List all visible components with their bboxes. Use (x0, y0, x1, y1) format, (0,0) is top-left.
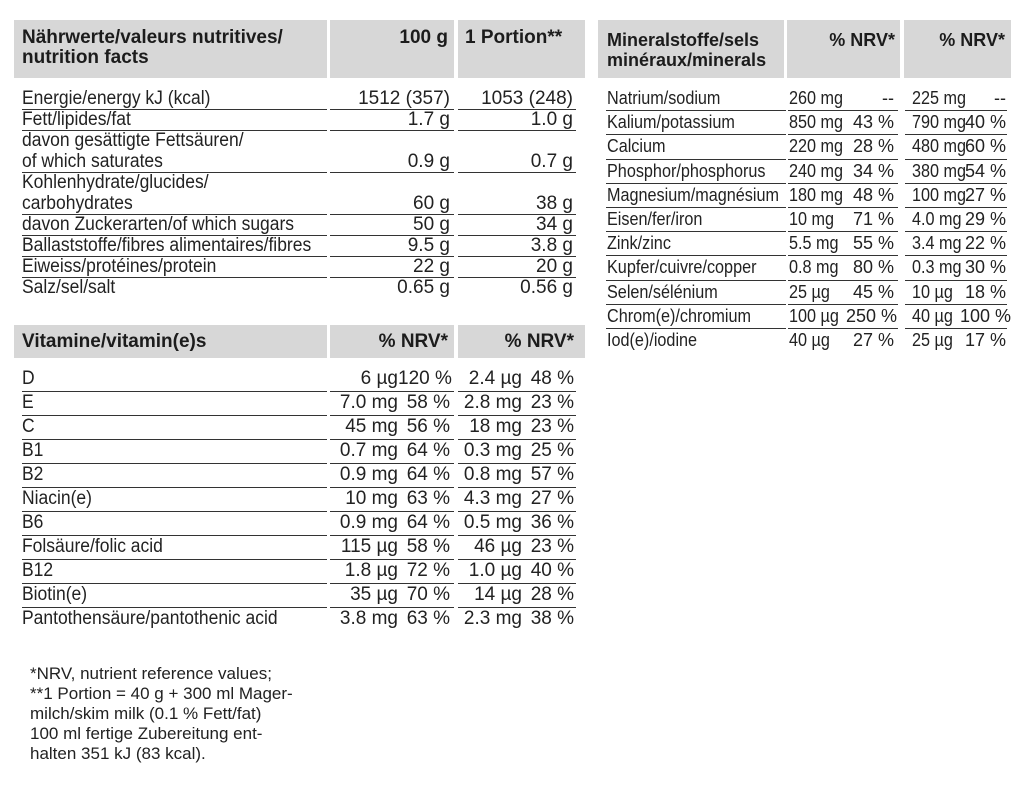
row-divider (22, 391, 327, 392)
vitamin-amount-100g: 0.9 mg (339, 464, 398, 485)
mineral-amount-100g: 850 mg (789, 112, 844, 133)
value-100g: 0.65 g (397, 277, 450, 298)
value-portion: 1.0 g (530, 109, 573, 130)
mineral-nrv-100g: 71 % (852, 209, 894, 229)
vitamin-column-header-2: % NRV* (504, 331, 574, 352)
mineral-name: Phosphor/phosphorus (607, 160, 766, 181)
vitamin-amount-100g: 1.8 µg (344, 560, 398, 581)
mineral-amount-100g: 0.8 mg (789, 257, 839, 278)
value-portion: 1053 (248) (481, 88, 573, 109)
nutrient-name: davon Zuckerarten/of which sugars (22, 214, 295, 235)
mineral-nrv-100g: 55 % (852, 233, 894, 254)
vitamin-amount-100g: 115 µg (340, 536, 398, 557)
mineral-nrv-portion: 54 % (964, 160, 1006, 181)
vitamin-nrv-portion: 23 % (530, 392, 574, 413)
mineral-nrv-portion: -- (994, 88, 1006, 108)
mineral-name: Iod(e)/iodine (607, 330, 698, 350)
mineral-amount-100g: 260 mg (789, 88, 844, 108)
nutrient-name: davon gesättigte Fettsäuren/ (22, 130, 244, 151)
vitamin-nrv-100g: 58 % (406, 392, 450, 413)
mineral-amount-portion: 0.3 mg (912, 257, 962, 278)
mineral-name: Magnesium/magnésium (607, 184, 779, 205)
vitamin-nrv-100g: 64 % (406, 440, 450, 461)
mineral-column-header-1: % NRV* (829, 30, 895, 50)
vitamin-name: B2 (22, 464, 44, 485)
nutrient-name: Kohlenhydrate/glucides/ (22, 172, 209, 193)
vitamin-name: B12 (22, 560, 54, 581)
vitamin-amount-portion: 1.0 µg (468, 560, 522, 581)
column-header-portion: 1 Portion** (465, 27, 563, 48)
vitamin-title: Vitamine/vitamin(e)s (22, 331, 207, 352)
mineral-nrv-portion: 17 % (964, 330, 1006, 350)
nutrient-name: Energie/energy kJ (kcal) (22, 88, 211, 109)
mineral-amount-100g: 240 mg (789, 160, 844, 181)
mineral-amount-portion: 25 µg (912, 330, 953, 350)
mineral-column-header-2: % NRV* (939, 30, 1005, 50)
vitamin-nrv-portion: 48 % (530, 368, 574, 389)
value-100g: 9.5 g (407, 235, 450, 256)
mineral-amount-portion: 10 µg (912, 281, 953, 302)
vitamin-amount-100g: 3.8 mg (339, 608, 398, 629)
mineral-nrv-portion: 40 % (964, 112, 1006, 133)
mineral-amount-portion: 480 mg (912, 136, 967, 157)
footnote: *NRV, nutrient reference values; **1 Portion = 40 g + 300 ml Mager- milch/skim milk (0.1 % Fett/fat) 100 ml fertige Zubereitung ent- halten 351 kJ (83 kcal). (30, 664, 293, 763)
row-divider (22, 463, 327, 464)
vitamin-nrv-portion: 23 % (530, 416, 574, 437)
vitamin-name: Biotin(e) (22, 584, 88, 605)
mineral-amount-portion: 4.0 mg (912, 209, 962, 229)
value-100g: 22 g (413, 256, 450, 277)
mineral-amount-100g: 100 µg (789, 305, 839, 326)
vitamin-nrv-portion: 40 % (530, 560, 574, 581)
vitamin-amount-100g: 45 mg (345, 416, 398, 437)
mineral-nrv-100g: 80 % (852, 257, 894, 278)
vitamin-amount-portion: 0.8 mg (463, 464, 522, 485)
mineral-amount-100g: 25 µg (789, 281, 830, 302)
mineral-name: Natrium/sodium (607, 88, 721, 108)
vitamin-amount-portion: 0.3 mg (463, 440, 522, 461)
row-divider (330, 172, 454, 173)
mineral-nrv-100g: 48 % (852, 184, 894, 205)
vitamin-nrv-100g: 63 % (406, 488, 450, 509)
nutrient-name: Ballaststoffe/fibres alimentaires/fibres (22, 235, 312, 256)
nutrient-name: Salz/sel/salt (22, 277, 116, 298)
row-divider (22, 415, 327, 416)
mineral-nrv-100g: 43 % (852, 112, 894, 133)
row-divider (22, 439, 327, 440)
mineral-nrv-100g: 45 % (852, 281, 894, 302)
value-portion: 38 g (536, 193, 573, 214)
mineral-amount-100g: 180 mg (789, 184, 844, 205)
vitamin-name: C (22, 416, 35, 437)
vitamin-amount-portion: 2.4 µg (468, 368, 522, 389)
vitamin-amount-portion: 46 µg (474, 536, 522, 557)
vitamin-nrv-100g: 56 % (406, 416, 450, 437)
mineral-nrv-portion: 18 % (964, 281, 1006, 302)
vitamin-amount-100g: 35 µg (350, 584, 398, 605)
value-portion: 0.7 g (530, 151, 573, 172)
vitamin-amount-100g: 7.0 mg (339, 392, 398, 413)
vitamin-amount-portion: 18 mg (469, 416, 522, 437)
value-portion: 20 g (536, 256, 573, 277)
vitamin-amount-100g: 10 mg (345, 488, 398, 509)
mineral-name: Calcium (607, 136, 666, 157)
vitamin-amount-100g: 0.7 mg (339, 440, 398, 461)
mineral-name: Selen/sélénium (607, 281, 718, 302)
mineral-amount-portion: 225 mg (912, 88, 967, 108)
mineral-nrv-portion: 27 % (964, 184, 1006, 205)
vitamin-nrv-100g: 70 % (406, 584, 450, 605)
mineral-amount-portion: 100 mg (912, 184, 967, 205)
row-divider (330, 130, 454, 131)
mineral-amount-portion: 40 µg (912, 305, 953, 326)
row-divider (458, 130, 576, 131)
vitamin-amount-portion: 2.3 mg (463, 608, 522, 629)
vitamin-amount-100g: 0.9 mg (339, 512, 398, 533)
value-portion: 34 g (536, 214, 573, 235)
vitamin-nrv-portion: 36 % (530, 512, 574, 533)
mineral-name: Chrom(e)/chromium (607, 305, 752, 326)
mineral-nrv-portion: 100 % (960, 305, 1012, 326)
mineral-nrv-100g: 28 % (852, 136, 894, 157)
vitamin-nrv-100g: 58 % (406, 536, 450, 557)
mineral-amount-portion: 3.4 mg (912, 233, 962, 254)
vitamin-nrv-portion: 38 % (530, 608, 574, 629)
vitamin-nrv-100g: 72 % (406, 560, 450, 581)
mineral-nrv-portion: 60 % (964, 136, 1006, 157)
vitamin-name: D (22, 368, 35, 389)
mineral-title: Mineralstoffe/sels minéraux/minerals (607, 30, 767, 70)
mineral-amount-100g: 220 mg (789, 136, 844, 157)
vitamin-name: B1 (22, 440, 44, 461)
mineral-amount-portion: 380 mg (912, 160, 967, 181)
nutrient-name: of which saturates (22, 151, 163, 172)
mineral-name: Zink/zinc (607, 233, 671, 254)
mineral-nrv-100g: 27 % (852, 330, 894, 350)
row-divider (22, 559, 327, 560)
vitamin-nrv-portion: 25 % (530, 440, 574, 461)
mineral-nrv-100g: -- (882, 88, 894, 108)
vitamin-column-header-1: % NRV* (378, 331, 448, 352)
value-100g: 60 g (413, 193, 450, 214)
vitamin-amount-portion: 2.8 mg (463, 392, 522, 413)
value-100g: 50 g (413, 214, 450, 235)
vitamin-amount-100g: 6 µg (360, 368, 398, 389)
value-100g: 1512 (357) (358, 88, 450, 109)
value-portion: 0.56 g (520, 277, 573, 298)
vitamin-nrv-portion: 28 % (530, 584, 574, 605)
mineral-name: Kupfer/cuivre/copper (607, 257, 757, 278)
vitamin-amount-portion: 0.5 mg (463, 512, 522, 533)
mineral-name: Eisen/fer/iron (607, 209, 703, 229)
mineral-nrv-100g: 250 % (846, 305, 898, 326)
value-portion: 3.8 g (530, 235, 573, 256)
vitamin-nrv-100g: 64 % (406, 512, 450, 533)
vitamin-name: Niacin(e) (22, 488, 92, 509)
mineral-name: Kalium/potassium (607, 112, 735, 133)
vitamin-nrv-100g: 64 % (406, 464, 450, 485)
nutrient-name: carbohydrates (22, 193, 133, 214)
nutrition-title: Nährwerte/valeurs nutritives/ nutrition facts (22, 27, 283, 68)
nutrient-name: Fett/lipides/fat (22, 109, 131, 130)
vitamin-nrv-100g: 63 % (406, 608, 450, 629)
mineral-amount-100g: 5.5 mg (789, 233, 839, 254)
vitamin-amount-portion: 4.3 mg (463, 488, 522, 509)
mineral-amount-100g: 10 mg (789, 209, 835, 229)
vitamin-name: Pantothensäure/pantothenic acid (22, 608, 278, 629)
vitamin-name: B6 (22, 512, 44, 533)
column-header-100g: 100 g (399, 27, 448, 48)
vitamin-name: Folsäure/folic acid (22, 536, 163, 557)
value-100g: 0.9 g (407, 151, 450, 172)
vitamin-name: E (22, 392, 34, 413)
vitamin-nrv-portion: 57 % (530, 464, 574, 485)
mineral-amount-portion: 790 mg (912, 112, 967, 133)
mineral-nrv-100g: 34 % (852, 160, 894, 181)
row-divider (458, 172, 576, 173)
vitamin-amount-portion: 14 µg (474, 584, 522, 605)
mineral-nrv-portion: 29 % (964, 209, 1006, 229)
mineral-nrv-portion: 22 % (964, 233, 1006, 254)
row-divider (22, 511, 327, 512)
vitamin-nrv-100g: 120 % (398, 368, 452, 389)
value-100g: 1.7 g (407, 109, 450, 130)
mineral-amount-100g: 40 µg (789, 330, 830, 350)
mineral-nrv-portion: 30 % (964, 257, 1006, 278)
vitamin-nrv-portion: 23 % (530, 536, 574, 557)
vitamin-nrv-portion: 27 % (530, 488, 574, 509)
nutrient-name: Eiweiss/protéines/protein (22, 256, 217, 277)
